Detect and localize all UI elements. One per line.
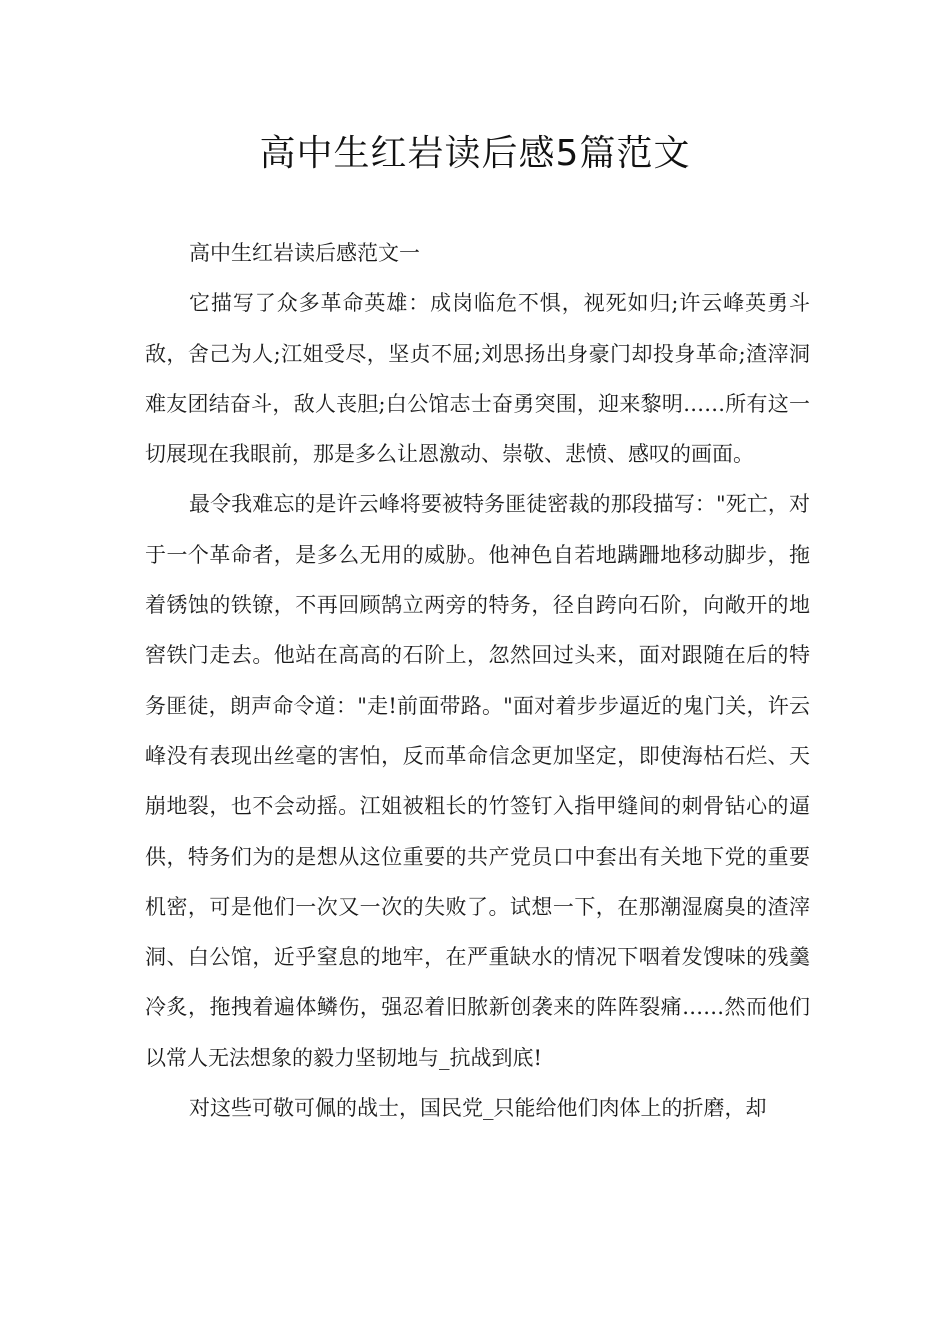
document-title: 高中生红岩读后感5篇范文 [259, 133, 691, 174]
section-heading: 高中生红岩读后感范文一 [189, 241, 420, 265]
paragraph: 对这些可敬可佩的战士，国民党_只能给他们肉体上的折磨，却 [189, 1096, 767, 1121]
paragraph: 它描写了众多革命英雄：成岗临危不惧，视死如归;许云峰英勇斗敌，舍己为人;江姐受尽，坚贞不屈;刘思扬出身豪门却投身革命;渣滓洞难友团结奋斗，敌人丧胆;白公馆志士奋勇突围，迎来黎明……所有这一切展现在我眼前，那是多么让恩激动、崇敬、悲愤、感叹的画面。 [145, 291, 810, 467]
document-body [145, 228, 810, 1133]
paragraph: 最令我难忘的是许云峰将要被特务匪徒密裁的那段描写："死亡，对于一个革命者，是多么无用的威胁。他神色自若地蹒跚地移动脚步，拖着锈蚀的铁镣，不再回顾鹄立两旁的特务，径自跨向石阶，向敞开的地窖铁门走去。他站在高高的石阶上，忽然回过头来，面对跟随在后的特务匪徒，朗声命令道："走!前面带路。"面对着步步逼近的鬼门关，许云峰没有表现出丝毫的害怕，反而革命信念更加坚定，即使海枯石烂、天崩地裂，也不会动摇。江姐被粗长的竹签钉入指甲缝间的刺骨钻心的逼供，特务们为的是想从这位重要的共产党员口中套出有关地下党的重要机密，可是他们一次又一次的失败了。试想一下，在那潮湿腐臭的渣滓洞、白公馆，近乎窒息的地牢，在严重缺水的情况下咽着发馊味的残羹冷炙，拖拽着遍体鳞伤，强忍着旧脓新创袭来的阵阵裂痛……然而他们以常人无法想象的毅力坚韧地与_抗战到底! [145, 492, 810, 1070]
